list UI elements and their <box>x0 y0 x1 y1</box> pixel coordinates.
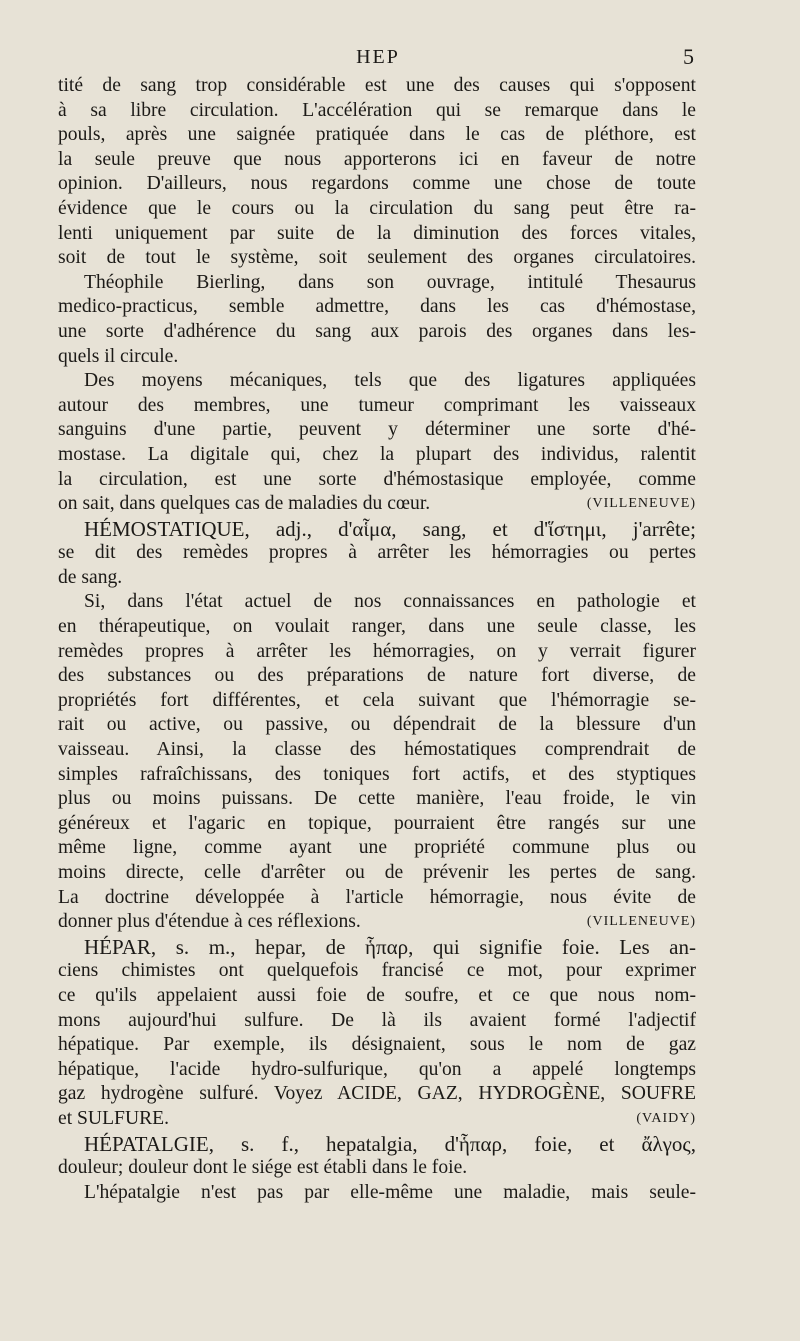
text-line: la circulation, est une sorte d'hémostasique employée, comme <box>58 468 696 490</box>
text-line: Théophile Bierling, dans son ouvrage, intitulé Thesaurus <box>84 271 696 293</box>
text-line: sanguins d'une partie, peuvent y déterminer une sorte d'hé- <box>58 419 696 441</box>
text-line-content: on sait, dans quelques cas de maladies du cœur. <box>58 493 431 515</box>
text-line: autour des membres, une tumeur comprimant les vaisseaux <box>58 394 696 416</box>
page-number: 5 <box>683 44 694 69</box>
text-line: simples rafraîchissans, des toniques fort actifs, et des styptiques <box>58 763 696 785</box>
text-line: à sa libre circulation. L'accélération qui se remarque dans le <box>58 99 696 121</box>
text-line: gaz hydrogène sulfuré. Voyez ACIDE, GAZ, HYDROGÈNE, SOUFRE <box>58 1083 696 1105</box>
text-line: soit de tout le système, soit seulement des organes circulatoires. <box>58 247 696 269</box>
text-line: medico-practicus, semble admettre, dans les cas d'hémostase, <box>58 296 696 318</box>
text-line-content: donner plus d'étendue à ces réflexions. <box>58 911 361 933</box>
entry-heading-line: HÉPAR, s. m., hepar, de ἧπαρ, qui signifie foie. Les an- <box>84 934 696 959</box>
text-line: plus ou moins puissans. De cette manière, l'eau froide, le vin <box>58 788 696 810</box>
text-line-with-signature <box>58 492 696 517</box>
text-line-with-signature <box>58 910 696 935</box>
text-line: vaisseau. Ainsi, la classe des hémostatiques comprendrait de <box>58 739 696 761</box>
text-line: en thérapeutique, on voulait ranger, dans une seule classe, les <box>58 616 696 638</box>
text-line: lenti uniquement par suite de la diminution des forces vitales, <box>58 222 696 244</box>
text-line: pouls, après une saignée pratiquée dans le cas de pléthore, est <box>58 124 696 146</box>
text-line: L'hépatalgie n'est pas par elle-même une maladie, mais seule- <box>84 1181 696 1203</box>
text-line: de sang. <box>58 566 123 588</box>
text-line: moins directe, celle d'arrêter ou de prévenir les pertes de sang. <box>58 862 696 883</box>
text-line: ce qu'ils appelaient aussi foie de soufre, et ce que nous nom- <box>58 984 696 1006</box>
entry-heading-line: HÉPATALGIE, s. f., hepatalgia, d'ἧπαρ, foie, et ἄλγος, <box>84 1131 696 1156</box>
text-line: rait ou active, ou passive, ou dépendrait de la blessure d'un <box>58 714 696 736</box>
text-line: La doctrine développée à l'article hémorragie, nous évite de <box>58 886 696 908</box>
text-line: remèdes propres à arrêter les hémorragies, on y verrait figurer <box>58 640 696 662</box>
text-line: propriétés fort différentes, et cela suivant que l'hémorragie se- <box>58 689 696 711</box>
text-line: la seule preuve que nous apporterons ici en faveur de notre <box>58 148 696 170</box>
text-line-content: et SULFURE. <box>58 1107 170 1129</box>
author-signature: (VILLENEUVE) <box>586 914 696 930</box>
text-line: Si, dans l'état actuel de nos connaissances en pathologie et <box>84 591 696 613</box>
text-line: douleur; douleur dont le siége est établi dans le foie. <box>58 1157 468 1179</box>
author-signature: (VILLENEUVE) <box>586 496 696 512</box>
text-line: mostase. La digitale qui, chez la plupart des individus, ralentit <box>58 443 696 465</box>
text-line: opinion. D'ailleurs, nous regardons comme une chose de toute <box>58 173 696 195</box>
running-head: HEP <box>356 46 400 68</box>
text-line: tité de sang trop considérable est une des causes qui s'opposent <box>58 75 696 96</box>
text-line: évidence que le cours ou la circulation du sang peut être ra- <box>58 197 696 219</box>
text-line: se dit des remèdes propres à arrêter les hémorragies ou pertes <box>58 542 696 564</box>
text-line: mons aujourd'hui sulfure. De là ils avaient formé l'adjectif <box>58 1009 696 1031</box>
author-signature: (VAIDY) <box>636 1110 696 1126</box>
text-line: généreux et l'agaric en topique, pourraient être rangés sur une <box>58 812 696 834</box>
text-line-with-signature <box>58 1107 696 1132</box>
text-line: des substances ou des préparations de nature fort diverse, de <box>58 665 696 687</box>
text-line: hépatique. Par exemple, ils désignaient, sous le nom de gaz <box>58 1034 696 1056</box>
text-line: même ligne, comme ayant une propriété commune plus ou <box>58 837 696 859</box>
text-line: ciens chimistes ont quelquefois francisé ce mot, pour exprimer <box>58 960 696 982</box>
body-text <box>58 74 696 1205</box>
text-line: quels il circule. <box>58 345 179 367</box>
text-line: hépatique, l'acide hydro-sulfurique, qu'on a appelé longtemps <box>58 1058 696 1080</box>
text-line: une sorte d'adhérence du sang aux parois des organes dans les- <box>58 320 696 342</box>
text-line: Des moyens mécaniques, tels que des ligatures appliquées <box>84 370 696 392</box>
page-header <box>60 46 696 76</box>
entry-heading-line: HÉMOSTATIQUE, adj., d'αἷμα, sang, et d'ἵστημι, j'arrête; <box>84 516 696 541</box>
